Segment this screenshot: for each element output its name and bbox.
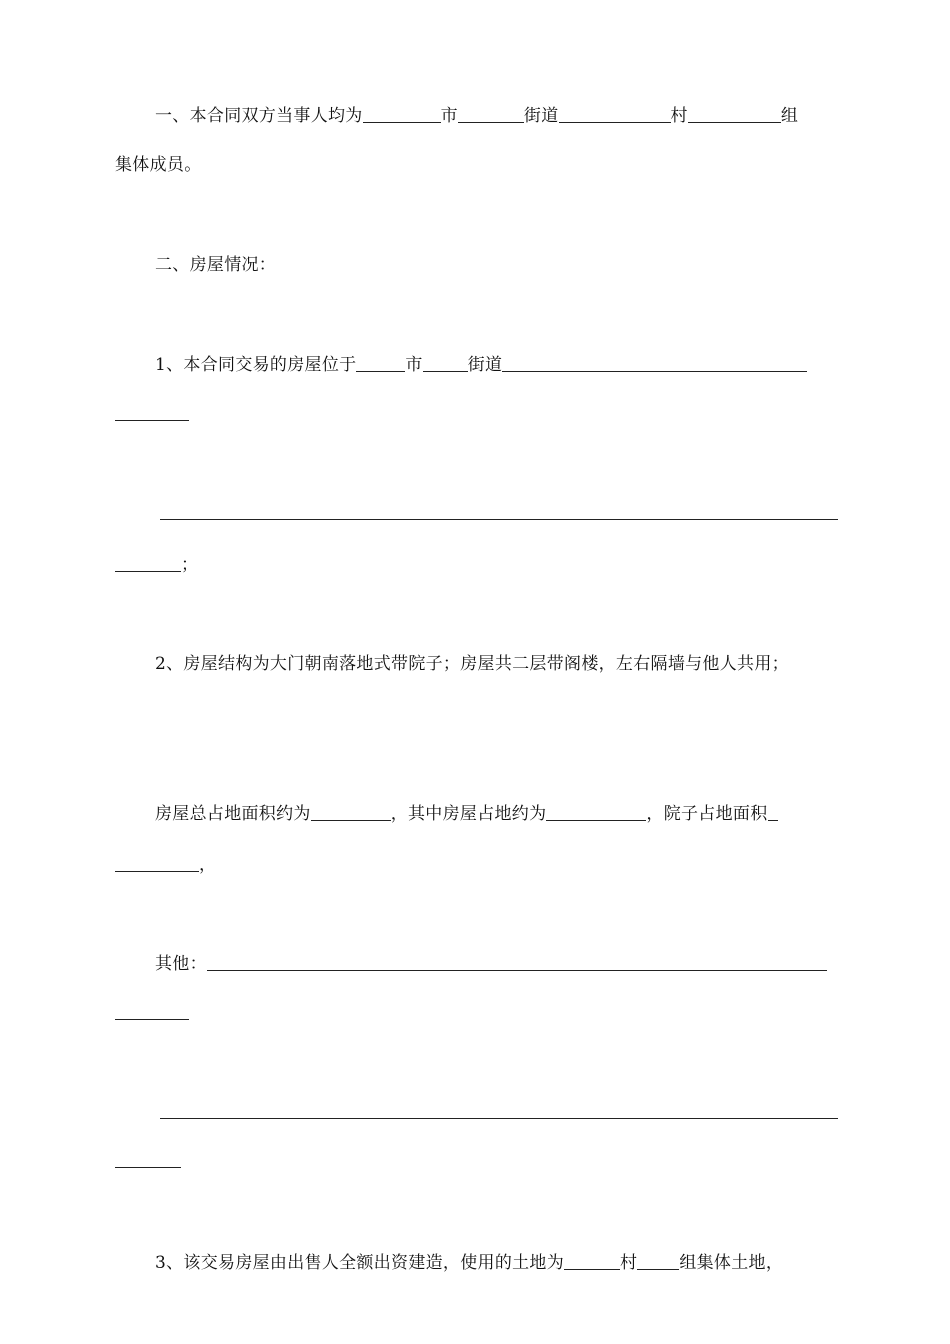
area-end: ， [199,855,217,875]
yard-area-blank [768,802,778,821]
item-1-line-1 [155,353,807,376]
area-building-text: ，其中房屋占地约为 [390,804,547,824]
other-blank-cont-2 [115,1167,181,1168]
subdistrict-label: 街道 [523,106,559,126]
city-blank [363,104,441,123]
section-2-title: 二、房屋情况： [155,255,277,275]
subdistrict-blank [458,104,524,123]
section-2-heading [155,254,276,276]
house-subdistrict-label: 街道 [467,355,503,375]
address-blank-line-2 [160,519,838,520]
item-2-line [155,653,789,675]
clause-1-text: 一、本合同双方当事人均为 [155,106,363,126]
clause-1-line-2 [115,154,202,176]
land-village-blank [564,1251,620,1270]
house-city-blank [356,353,405,372]
village-label: 村 [670,106,688,126]
item-1-end: ； [181,555,199,575]
land-group-text: 组集体土地， [679,1253,784,1273]
house-subdistrict-blank [423,353,468,372]
area-line-2 [115,853,216,876]
item-1-line-3 [115,553,198,576]
area-line-1 [155,802,778,825]
clause-1-line-1 [155,104,798,127]
group-blank [688,104,781,123]
other-line-1 [155,952,827,975]
address-blank-cont-2 [115,553,181,572]
other-blank-line-2 [160,1118,838,1119]
building-area-blank [546,802,646,821]
village-blank [559,104,671,123]
address-blank-cont-1 [115,420,189,421]
total-area-blank [311,802,391,821]
land-group-blank [637,1251,679,1270]
item-3-text: 3、该交易房屋由出售人全额出资建造，使用的土地为 [155,1253,565,1273]
other-label: 其他： [155,954,207,974]
house-address-blank [502,353,807,372]
group-label: 组 [780,106,799,126]
house-city-label: 市 [405,355,423,375]
clause-1-tail: 集体成员。 [115,155,202,175]
city-label: 市 [440,106,458,126]
area-yard-text: ，院子占地面积 [646,804,768,824]
land-village-label: 村 [620,1253,638,1273]
yard-area-blank-cont [115,853,199,872]
other-blank [207,952,827,971]
item-1-text: 1、本合同交易的房屋位于 [155,355,357,375]
item-3-line-1 [155,1251,783,1274]
item-2-text: 2、房屋结构为大门朝南落地式带院子；房屋共二层带阁楼，左右隔墙与他人共用； [155,654,789,674]
other-blank-cont-1 [115,1019,189,1020]
area-total-text: 房屋总占地面积约为 [155,804,311,824]
